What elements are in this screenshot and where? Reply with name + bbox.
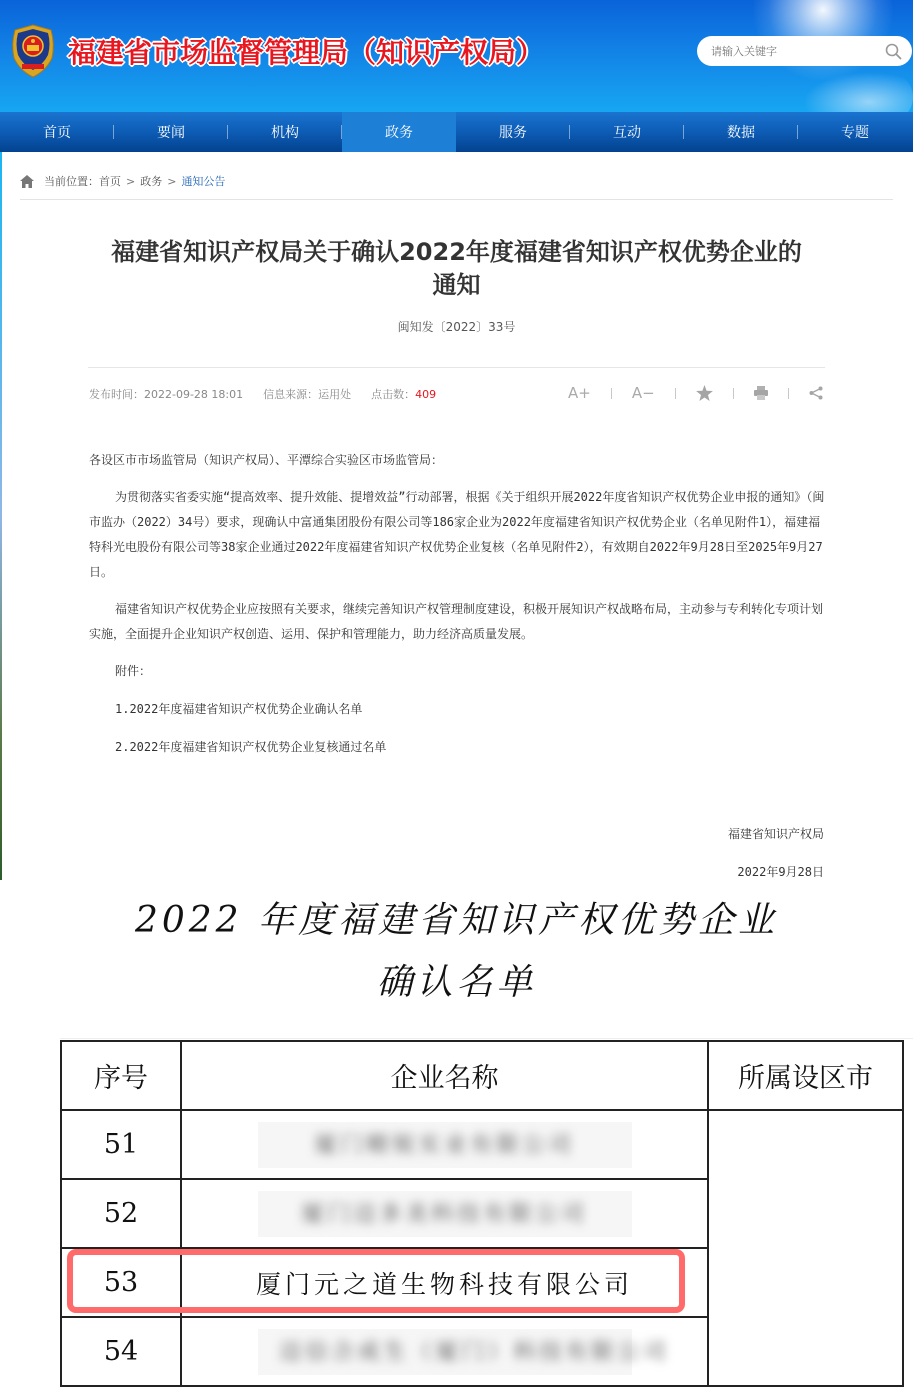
article-meta — [89, 386, 436, 402]
left-edge-decoration — [0, 152, 2, 880]
breadcrumb — [20, 172, 225, 190]
site-title[interactable]: 福建省市场监督管理局（知识产权局） — [68, 36, 545, 69]
column-header-number: 序号 — [61, 1041, 181, 1110]
favorite-button[interactable] — [696, 383, 713, 403]
attachment-link-2[interactable]: 2.2022年度福建省知识产权优势企业复核通过名单 — [115, 740, 387, 754]
article-body — [89, 448, 826, 773]
list-heading — [0, 890, 913, 1014]
attachment-link-1[interactable]: 1.2022年度福建省知识产权优势企业确认名单 — [115, 702, 363, 716]
site-header — [0, 0, 913, 112]
enterprise-name-blurred: 迈信合成生（厦门）科技有限公司 — [181, 1317, 708, 1386]
row-number: 51 — [61, 1110, 181, 1179]
nav-item-topics[interactable]: 专题 — [841, 125, 869, 141]
column-header-enterprise-name: 企业名称 — [181, 1041, 708, 1110]
paragraph: 福建省知识产权优势企业应按照有关要求，继续完善知识产权管理制度建设，积极开展知识产权战略布局，主动参与专利转化专项计划实施，全面提升企业知识产权创造、运用、保护和管理能力，助力经济高质量发展。 — [89, 602, 824, 641]
tool-separator — [733, 388, 734, 399]
nav-item-organization[interactable]: 机构 — [228, 112, 342, 152]
row-number: 53 — [61, 1248, 181, 1317]
table-row — [61, 1110, 903, 1179]
nav-item-home[interactable]: 首页 — [0, 112, 114, 152]
paragraph: 为贯彻落实省委实施“提高效率、提升效能、提增效益”行动部署，根据《关于组织开展2022年度省知识产权优势企业申报的通知》（闽市监办（2022）34号）要求，现确认中富通集团股份有限公司等186家企业为2022年度福建省知识产权优势企业（名单见附件1），福建福特科光电股份有限公司等38家企业通过2022年度福建省知识产权优势企业复核（名单见附件2），有效期自2022年9月28日至2025年9月27日。 — [89, 490, 825, 579]
list-heading-line-1: 2022 年度福建省知识产权优势企业 — [134, 900, 779, 941]
divider — [60, 1038, 913, 1039]
enterprise-name-blurred: 厦门迈多美科技有限公司 — [181, 1179, 708, 1248]
main-nav — [0, 112, 913, 152]
nav-item-news[interactable]: 要闻 — [114, 112, 228, 152]
nav-item-services[interactable]: 服务 — [456, 112, 570, 152]
salutation: 各设区市市场监管局（知识产权局）、平潭综合实验区市场监管局： — [89, 453, 444, 467]
search-input[interactable] — [711, 42, 871, 60]
print-button[interactable] — [754, 383, 768, 403]
signature-org: 福建省知识产权局 — [727, 827, 824, 841]
home-icon — [20, 175, 34, 188]
city-cell — [708, 1110, 903, 1386]
article-tools — [568, 383, 823, 403]
breadcrumb-separator: > — [167, 174, 177, 188]
enterprise-name: 厦门元之道生物科技有限公司 — [181, 1248, 708, 1317]
nav-item-data[interactable]: 数据 — [684, 112, 798, 152]
enterprise-list-table — [60, 1040, 904, 1387]
list-heading-line-2: 确认名单 — [376, 962, 537, 1003]
font-increase-button[interactable]: A+ — [568, 384, 591, 402]
print-icon — [754, 386, 768, 400]
article-title: 福建省知识产权局关于确认2022年度福建省知识产权优势企业的通知 — [111, 238, 802, 299]
breadcrumb-prefix: 当前位置： — [44, 175, 99, 188]
breadcrumb-home[interactable]: 首页 — [99, 175, 121, 188]
table-header-row — [61, 1041, 903, 1110]
signature — [728, 815, 824, 891]
breadcrumb-notices[interactable]: 通知公告 — [181, 175, 226, 188]
tool-separator — [675, 388, 676, 399]
share-button[interactable] — [809, 383, 823, 403]
enterprise-name-blurred: 厦门精锐实业有限公司 — [181, 1110, 708, 1179]
info-source: 信息来源：运用处 — [263, 388, 352, 401]
column-header-city: 所属设区市 — [708, 1041, 903, 1110]
row-number: 52 — [61, 1179, 181, 1248]
tool-separator — [788, 388, 789, 399]
search-icon[interactable] — [885, 43, 902, 60]
divider — [20, 199, 893, 200]
search-box — [697, 36, 912, 66]
attachments-label: 附件： — [115, 664, 152, 678]
signature-date: 2022年9月28日 — [737, 865, 824, 879]
document-number: 闽知发〔2022〕33号 — [397, 320, 516, 334]
nav-item-interaction[interactable]: 互动 — [570, 112, 684, 152]
nav-item-government-affairs[interactable]: 政务 — [342, 112, 456, 152]
publish-time: 发布时间：2022-09-28 18:01 — [89, 388, 244, 401]
divider — [88, 367, 825, 368]
police-emblem-icon — [8, 24, 58, 78]
star-icon — [696, 385, 713, 401]
breadcrumb-government-affairs[interactable]: 政务 — [140, 175, 163, 188]
breadcrumb-separator: > — [126, 174, 136, 188]
click-count: 点击数：409 — [371, 388, 437, 401]
tool-separator — [611, 388, 612, 399]
share-icon — [809, 386, 823, 400]
font-decrease-button[interactable]: A− — [631, 384, 655, 402]
row-number: 54 — [61, 1317, 181, 1386]
